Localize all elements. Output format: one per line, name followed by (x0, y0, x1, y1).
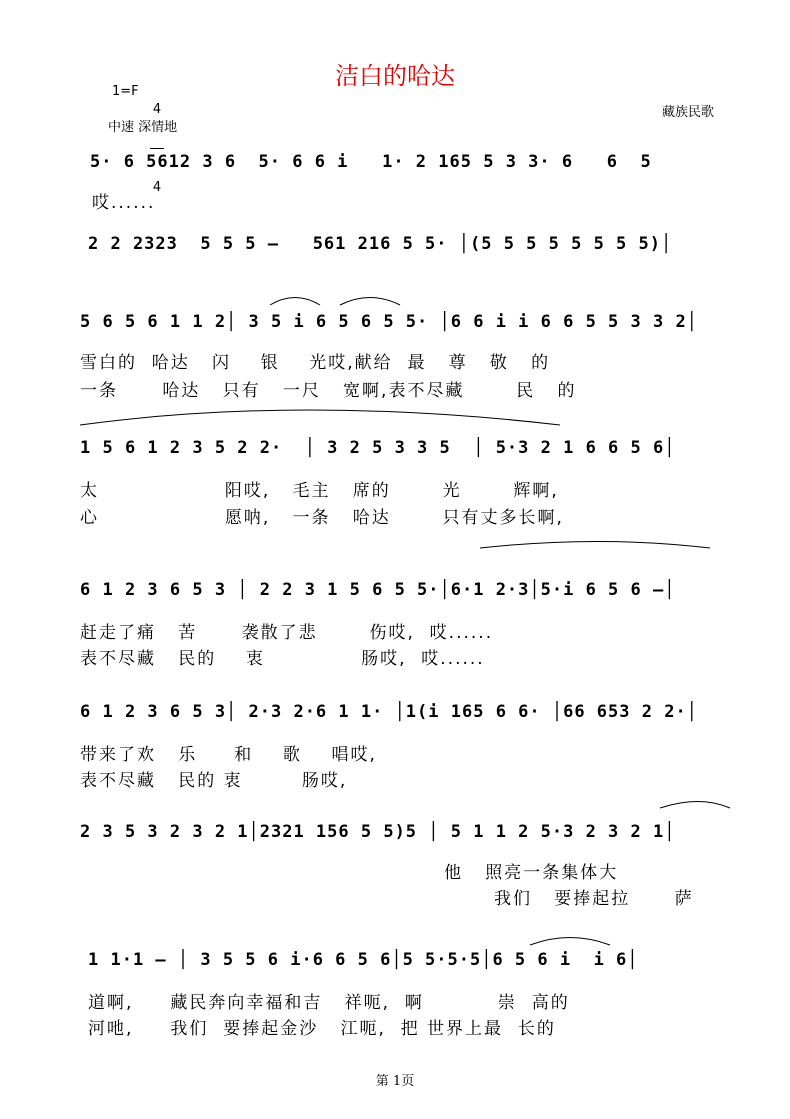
phrase-slur (530, 938, 610, 946)
lyric-line: 我们 要捧起拉 萨 (494, 889, 694, 909)
lyric-line: 表不尽藏 民的 衷 肠哎, (80, 771, 348, 791)
lyric-line: 哎...... (92, 193, 156, 213)
notation-line: 5 6 5 6 1 1 2│ 3 5 i 6 5 6 5 5· │6 6 i i 6 6 5 5 3 3 2│ (80, 312, 698, 332)
notation-line: 2 2 2323 5 5 5 – 561 216 5 5· │(5 5 5 5 5 5 5 5)│ (88, 234, 673, 254)
page-number: 第 1页 (375, 1074, 415, 1089)
key-signature: 1=F (112, 84, 139, 99)
phrase-slur (480, 542, 710, 549)
lyric-line: 雪白的 哈达 闪 银 光哎,献给 最 尊 敬 的 (80, 353, 551, 373)
phrase-slur (660, 802, 730, 809)
notation-line: 5· 6 5612 3 6 5· 6 6 i 1· 2 165 5 3 3· 6 6 5 (90, 152, 652, 172)
song-title: 洁白的哈达 (335, 62, 455, 90)
notation-line: 6 1 2 3 6 5 3 │ 2 2 3 1 5 6 5 5·│6·1 2·3│5·i 6 5 6 –│ (80, 580, 676, 600)
lyric-line: 表不尽藏 民的 衷 肠哎, 哎...... (80, 649, 485, 669)
phrase-slur (340, 298, 400, 306)
lyric-line: 赶走了痛 苦 袭散了悲 伤哎, 哎...... (80, 623, 494, 643)
lyric-line: 道啊, 藏民奔向幸福和吉 祥呃, 啊 崇 高的 (88, 993, 570, 1013)
time-signature-top: 4 (152, 102, 162, 117)
lyric-line: 他 照亮一条集体大 (444, 863, 619, 883)
composer-credit: 藏族民歌 (662, 105, 715, 120)
notation-line: 1 1·1 – │ 3 5 5 6 i·6 6 5 6│5 5·5·5│6 5 6 i i 6│ (88, 950, 639, 970)
lyric-line: 河吔, 我们 要捧起金沙 江呃, 把 世界上最 长的 (88, 1019, 556, 1039)
lyric-line: 心 愿呐, 一条 哈达 只有丈多长啊, (80, 508, 564, 528)
phrase-slur (270, 298, 320, 306)
lyric-line: 一条 哈达 只有 一尺 宽啊,表不尽藏 民 的 (80, 381, 577, 401)
notation-line: 2 3 5 3 2 3 2 1│2321 156 5 5)5 │ 5 1 1 2 5·3 2 3 2 1│ (80, 822, 676, 842)
time-signature-bottom: 4 (152, 180, 162, 195)
notation-line: 6 1 2 3 6 5 3│ 2·3 2·6 1 1· │1(i 165 6 6· │66 653 2 2·│ (80, 702, 698, 722)
tempo-marking: 中速 深情地 (108, 120, 178, 135)
notation-line: 1 5 6 1 2 3 5 2 2· │ 3 2 5 3 3 5 │ 5·3 2 1 6 6 5 6│ (80, 438, 676, 458)
lyric-line: 太 阳哎, 毛主 席的 光 辉啊, (80, 481, 559, 501)
phrase-slur (80, 410, 560, 425)
lyric-line: 带来了欢 乐 和 歌 唱哎, (80, 745, 377, 765)
